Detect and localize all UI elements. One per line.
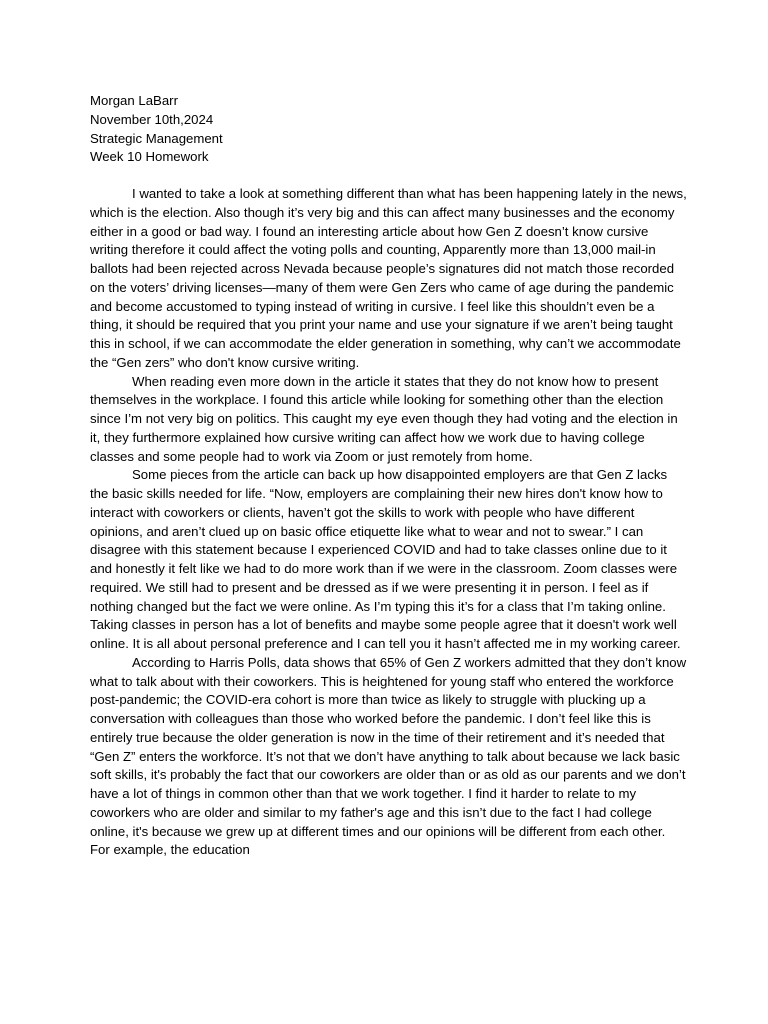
course-name: Strategic Management xyxy=(90,130,223,146)
paragraph: I wanted to take a look at something different than what has been happening lately in the news, which is the election. Also though it’s very big and this can affect many businesses and the economy either in a good or bad way. I found an interesting article about how Gen Z doesn’t know cursive writing therefore it could affect the voting polls and counting, Apparently more than 13,000 mail-in ballots had been rejected across Nevada because people’s signatures did not match those recorded on the voters’ driving licenses—many of them were Gen Zers who came of age during the pandemic and become accustomed to typing instead of writing in cursive. I feel like this shouldn’t even be a thing, it should be required that you print your name and use your signature if we aren’t being taught this in school, if we can accommodate the elder generation in something, why can’t we accommodate the “Gen zers” who don't know cursive writing. xyxy=(90,186,687,370)
assignment-title: Week 10 Homework xyxy=(90,149,209,165)
paragraph: Some pieces from the article can back up how disappointed employers are that Gen Z lacks the basic skills needed for life. “Now, employers are complaining their new hires don't know how to interact with coworkers or clients, haven’t got the skills to work with people who have different opinions, and aren’t clued up on basic office etiquette like what to wear and not to swear.” I can disagree with this statement because I experienced COVID and had to take classes online due to it and honestly it felt like we had to do more work than if we were in the classroom. Zoom classes were required. We still had to present and be dressed as if we were presenting it in person. I feel as if nothing changed but the fact we were online. As I’m typing this it’s for a class that I’m taking online. Taking classes in person has a lot of benefits and maybe some people agree that it doesn't work well online. It is all about personal preference and I can tell you it hasn’t affected me in my working career. xyxy=(90,467,681,651)
paragraph: According to Harris Polls, data shows that 65% of Gen Z workers admitted that they don’t know what to talk about with their coworkers. This is heightened for young staff who entered the workforce post-pandemic; the COVID-era cohort is more than twice as likely to struggle with plucking up a conversation with colleagues than those who worked before the pandemic. I don’t feel like this is entirely true because the older generation is now in the time of their retirement and it’s needed that “Gen Z” enters the workforce. It’s not that we don’t have anything to talk about because we lack basic soft skills, it's probably the fact that our coworkers are older than or as old as our parents and we don’t have a lot of things in common other than that we work together. I find it harder to relate to my coworkers who are older and similar to my father's age and this isn’t due to the fact I had college online, it's because we grew up at different times and our opinions will be different from each other. For example, the education xyxy=(90,654,687,858)
document-date: November 10th,2024 xyxy=(90,111,214,127)
paragraph: When reading even more down in the article it states that they do not know how to present themselves in the workplace. I found this article while looking for something other than the election since I’m not very big on politics. This caught my eye even though they had voting and the election in it, they furthermore explained how cursive writing can affect how we work due to having college classes and some people had to work via Zoom or just remotely from home. xyxy=(90,373,678,464)
author-name: Morgan LaBarr xyxy=(90,93,178,108)
document-body xyxy=(90,185,688,860)
document-header xyxy=(90,92,690,167)
